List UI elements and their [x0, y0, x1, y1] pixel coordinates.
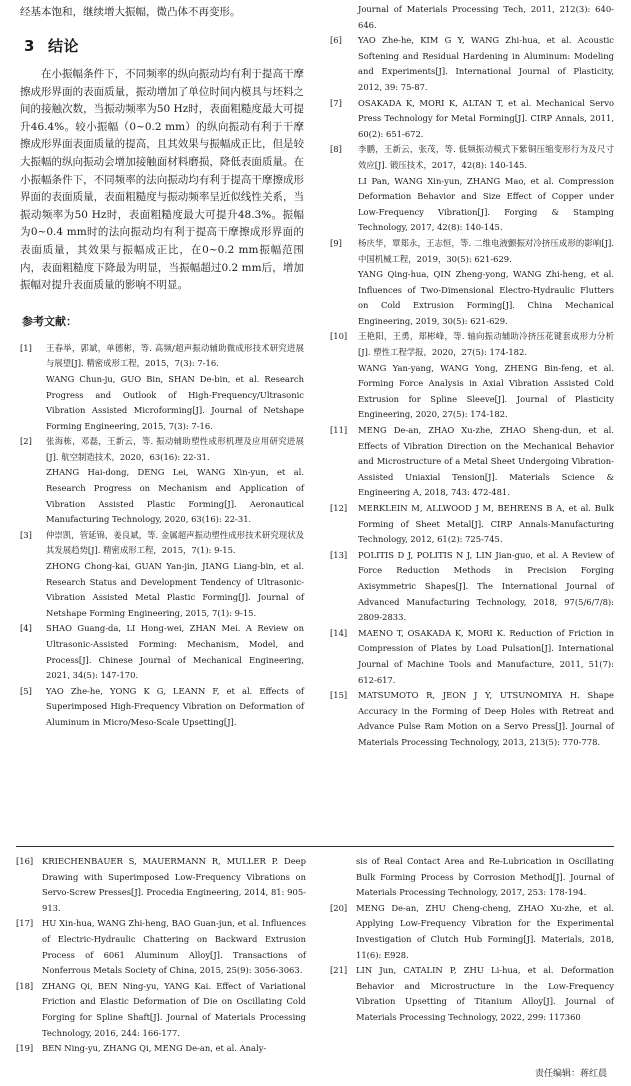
continuation-text: sis of Real Contact Area and Re-Lubrication in Oscillating Bulk Forming Process by Corrosion Method[J]. Journal of Materials Processing Technology, 2017, 253: 178-194.: [356, 856, 614, 898]
section-number: 3: [24, 37, 35, 55]
reference-item: [16, 979, 306, 1041]
reference-text: [42, 979, 306, 1041]
reference-index: [9]: [330, 237, 342, 248]
reference-list: [20, 341, 304, 731]
reference-item: [330, 901, 614, 963]
reference-index: [1]: [20, 342, 32, 353]
reference-continuation: [330, 854, 614, 901]
reference-list: [330, 33, 614, 750]
reference-index: [21]: [330, 965, 348, 976]
reference-text: [358, 501, 614, 548]
reference-line: MERKLEIN M, ALLWOOD J M, BEHRENS B A, et al. Bulk Forming of Sheet Metal[J]. CIRP Annals-Manufacturing Technology, 2012, 61(2): 725-745.: [358, 503, 614, 545]
reference-line: SHAO Guang-da, LI Hong-wei, ZHAN Mei. A Review on Ultrasonic-Assisted Forming: Mechanism, Model, and Process[J]. Chinese Journal of Mechanical Engineering, 2021, 34(5): 147-170.: [46, 623, 304, 681]
reference-index: [11]: [330, 425, 348, 436]
reference-item: [330, 142, 614, 236]
reference-line: OSAKADA K, MORI K, ALTAN T, et al. Mechanical Servo Press Technology for Metal Forming[J]. CIRP Annals, 2011, 60(2): 651-672.: [358, 97, 614, 139]
reference-text: [46, 434, 304, 528]
reference-item: [16, 916, 306, 978]
reference-line: BEN Ning-yu, ZHANG Qi, MENG De-an, et al. Analy-: [42, 1043, 267, 1054]
reference-index: [17]: [16, 918, 34, 929]
reference-item: [330, 96, 614, 143]
reference-line: MAENO T, OSAKADA K, MORI K. Reduction of Friction in Compression of Plates by Load Pulsation[J]. International Journal of Machine Tools and Manufacture, 2011, 51(7): 612-617.: [358, 627, 614, 685]
reference-text: [46, 621, 304, 683]
reference-line: ZHANG Qi, BEN Ning-yu, YANG Kai. Effect of Variational Friction and Elastic Deformation of Die on Oscillating Cold Forging for Spline Shaft[J]. Journal of Materials Processing Technology, 2016, 244: 166-177.: [42, 980, 306, 1038]
reference-index: [10]: [330, 331, 348, 342]
reference-text: [358, 423, 614, 501]
reference-index: [3]: [20, 529, 32, 540]
reference-line: WANG Yan-yang, WANG Yong, ZHENG Bin-feng, et al. Forming Force Analysis in Axial Vibration Assisted Cold Extrusion for Spline Sleeve[J]. Journal of Plasticity Engineering, 2020, 27(5): 174-182.: [358, 362, 614, 420]
reference-text: [356, 901, 614, 963]
reference-index: [15]: [330, 690, 348, 701]
reference-text: [358, 236, 614, 330]
reference-line: YAO Zhe-he, KIM G Y, WANG Zhi-hua, et al. Acoustic Softening and Residual Hardening in Aluminum: Modeling and Experiments[J]. International Journal of Plasticity, 2012, 39: 75-87.: [358, 35, 614, 92]
reference-index: [19]: [16, 1043, 34, 1054]
reference-line: POLITIS D J, POLITIS N J, LIN Jian-guo, et al. A Review of Force Reduction Methods in Precision Forging Axisymmetric Shapes[J]. The International Journal of Advanced Manufacturing Technology, 2018, 97(5/6/7/8): 2809-2833.: [358, 549, 614, 623]
reference-list: [16, 854, 306, 1057]
reference-item: [330, 329, 614, 423]
reference-text: [356, 963, 614, 1025]
reference-text: [358, 96, 614, 143]
reference-text: [358, 548, 614, 626]
bottom-left-column: [16, 854, 306, 1057]
reference-index: [8]: [330, 144, 342, 155]
reference-item: [330, 501, 614, 548]
reference-text: [358, 142, 614, 236]
reference-text: [358, 33, 614, 95]
reference-line: YANG Qing-hua, QIN Zheng-yong, WANG Zhi-heng, et al. Influences of Two-Dimensional Electro-Hydraulic Flutters on Cold Extrusion Forming[J]. China Mechanical Engineering, 2019, 30(5): 621-629.: [358, 269, 614, 326]
reference-index: [14]: [330, 627, 348, 638]
reference-item: [330, 626, 614, 688]
references-heading: 参考文献：: [22, 314, 77, 328]
right-column: [330, 2, 614, 751]
reference-item: [20, 684, 304, 731]
reference-text: [358, 688, 614, 750]
reference-index: [13]: [330, 549, 348, 560]
reference-item: [330, 33, 614, 95]
reference-index: [5]: [20, 685, 32, 696]
section-heading: [24, 35, 304, 56]
reference-item: [20, 528, 304, 622]
reference-text: [46, 684, 304, 731]
reference-text: [42, 1041, 306, 1057]
reference-line: 王艳阳，王勇，郑彬峰，等. 轴向振动辅助冷挤压花键套成形力分析[J]. 塑性工程学报，2020，27(5): 174-182.: [358, 331, 614, 358]
reference-text: [42, 854, 306, 916]
reference-item: [330, 548, 614, 626]
reference-item: [330, 236, 614, 330]
section-title: 结论: [48, 37, 80, 55]
reference-item: [16, 854, 306, 916]
reference-item: [20, 434, 304, 528]
bottom-right-column: [330, 854, 614, 1026]
reference-item: [330, 688, 614, 750]
reference-text: [42, 916, 306, 978]
reference-item: [16, 1041, 306, 1057]
reference-line: MATSUMOTO R, JEON J Y, UTSUNOMIYA H. Shape Accuracy in the Forming of Deep Holes with Retreat and Advance Pulse Ram Motion on a Servo Press[J]. Journal of Materials Processing Technology, 2013, 213(5): 770-778.: [358, 690, 614, 747]
reference-line: ZHONG Chong-kai, GUAN Yan-jin, JIANG Liang-bin, et al. Research Status and Development Tendency of Ultrasonic-Vibration Assisted Metal Plastic Forming[J]. Journal of Netshape Forming Engineering, 2015, 7(1): 9-15.: [46, 561, 304, 618]
reference-line: LI Pan, WANG Xin-yun, ZHANG Mao, et al. Compression Deformation Behavior and Size Effect of Copper under Low-Frequency Vibration[J]. Forging & Stamping Technology, 2017, 42(8): 140-145.: [358, 175, 614, 233]
reference-text: [46, 528, 304, 622]
lead-text: 经基本饱和，继续增大振幅，微凸体不再变形。: [20, 6, 241, 18]
editor-credit: 责任编辑：蒋红晨: [534, 1069, 607, 1079]
reference-continuation: [330, 2, 614, 33]
reference-index: [12]: [330, 503, 348, 513]
reference-list: [330, 901, 614, 1026]
reference-index: [16]: [16, 856, 34, 866]
reference-text: [358, 626, 614, 688]
conclusion-paragraph: 在小振幅条件下，不同频率的纵向振动均有利于提高干摩擦成形界面的表面质量，振动增加了单位时间内模具与坯料之间的接触次数，当振动频率为50 Hz时，表面粗糙度最大可提升46.4%。较小振幅（0~0.2 mm）的纵向振动有利于干摩擦成形界面表面质量的提高，且其效果与振幅成正比，但是较大振幅的纵向振动会增加接触面材料磨损，降低表面质量。在小振幅条件下，不同频率的法向振动均有利于提高干摩擦成形界面的表面质量，表面粗糙度与振动频率呈近似线性关系，当振动频率为50 Hz时，表面粗糙度最大可提升48.3%。振幅为0~0.4 mm时的法向振动均有利于提高干摩擦成形界面的表面质量，其效果与振幅成正比，在0~0.2 mm振幅范围内，表面粗糙度下降最为明显，当振幅超过0.2 mm后，增加振幅对提升表面质量的影响不明显。: [20, 68, 304, 292]
reference-line: MENG De-an, ZHU Cheng-cheng, ZHAO Xu-zhe, et al. Applying Low-Frequency Vibration for the Experimental Investigation of Clutch Hub Forming[J]. Materials, 2018, 11(6): E928.: [356, 902, 614, 960]
reference-line: HU Xin-hua, WANG Zhi-heng, BAO Guan-jun, et al. Influences of Electric-Hydraulic Chattering on Backward Extrusion Process of 6061 Aluminum Alloy[J]. Transactions of Nonferrous Metals Society of China, 2015, 25(9): 3056-3063.: [42, 918, 306, 976]
reference-line: 张海栋，邓磊，王新云，等. 振动辅助塑性成形机理及应用研究进展[J]. 航空制造技术，2020，63(16): 22-31.: [46, 436, 304, 462]
reference-text: [46, 341, 304, 435]
left-column: [20, 4, 304, 731]
reference-line: ZHANG Hai-dong, DENG Lei, WANG Xin-yun, et al. Research Progress on Mechanism and Application of Vibration Assisted Plastic Forming[J]. Aeronautical Manufacturing Technology, 2020, 63(16): 22-31.: [46, 467, 304, 525]
reference-line: 杨庆华，覃郑永，王志恒，等. 二维电液颤振对冷挤压成形的影响[J]. 中国机械工程，2019，30(5): 621-629.: [358, 237, 614, 264]
column-divider: [16, 846, 614, 847]
reference-index: [18]: [16, 980, 34, 991]
reference-index: [20]: [330, 902, 348, 913]
reference-index: [7]: [330, 97, 342, 108]
reference-line: LIN Jun, CATALIN P, ZHU Li-hua, et al. Deformation Behavior and Microstructure in the Low-Frequency Vibration Upsetting of Titanium Alloy[J]. Journal of Materials Processing Technology, 2022, 299: 117360: [356, 965, 614, 1022]
reference-item: [330, 963, 614, 1025]
reference-line: KRIECHENBAUER S, MAUERMANN R, MULLER P. Deep Drawing with Superimposed Low-Frequency Vibrations on Servo-Screw Presses[J]. Procedia Engineering, 2014, 81: 905-913.: [42, 856, 306, 913]
reference-item: [20, 341, 304, 435]
reference-line: 王春举，郭斌，单德彬，等. 高频/超声振动辅助微成形技术研究进展与展望[J]. 精密成形工程，2015，7(3): 7-16.: [46, 342, 304, 369]
reference-line: 仲崇凯，管延锦，姜良斌，等. 金属超声振动塑性成形技术研究现状及其发展趋势[J]. 精密成形工程，2015，7(1): 9-15.: [46, 529, 304, 556]
reference-index: [6]: [330, 35, 342, 46]
reference-text: [358, 329, 614, 423]
reference-line: MENG De-an, ZHAO Xu-zhe, ZHAO Sheng-dun, et al. Effects of Vibration Direction on the Mechanical Behavior and Microstructure of a Metal Sheet Undergoing Vibration-Assisted Uniaxial Tension[J]. Materials Science & Engineering A, 2018, 743: 472-481.: [358, 425, 614, 498]
reference-index: [4]: [20, 623, 32, 634]
reference-index: [2]: [20, 436, 32, 447]
continuation-text: Journal of Materials Processing Tech, 2011, 212(3): 640-646.: [358, 4, 614, 30]
reference-line: WANG Chun-ju, GUO Bin, SHAN De-bin, et al. Research Progress and Outlook of High-Frequency/Ultrasonic Vibration Assisted Microforming[J]. Journal of Netshape Forming Engineering, 2015, 7(3): 7-16.: [46, 373, 304, 431]
reference-line: YAO Zhe-he, YONG K G, LEANN F, et al. Effects of Superimposed High-Frequency Vibration on Deformation of Aluminum in Micro/Meso-Scale Upsetting[J].: [46, 685, 304, 727]
reference-item: [20, 621, 304, 683]
reference-item: [330, 423, 614, 501]
reference-line: 李鹏，王新云，张茂，等. 低频振动模式下紫铜压缩变形行为及尺寸效应[J]. 锻压技术，2017，42(8): 140-145.: [358, 144, 614, 170]
